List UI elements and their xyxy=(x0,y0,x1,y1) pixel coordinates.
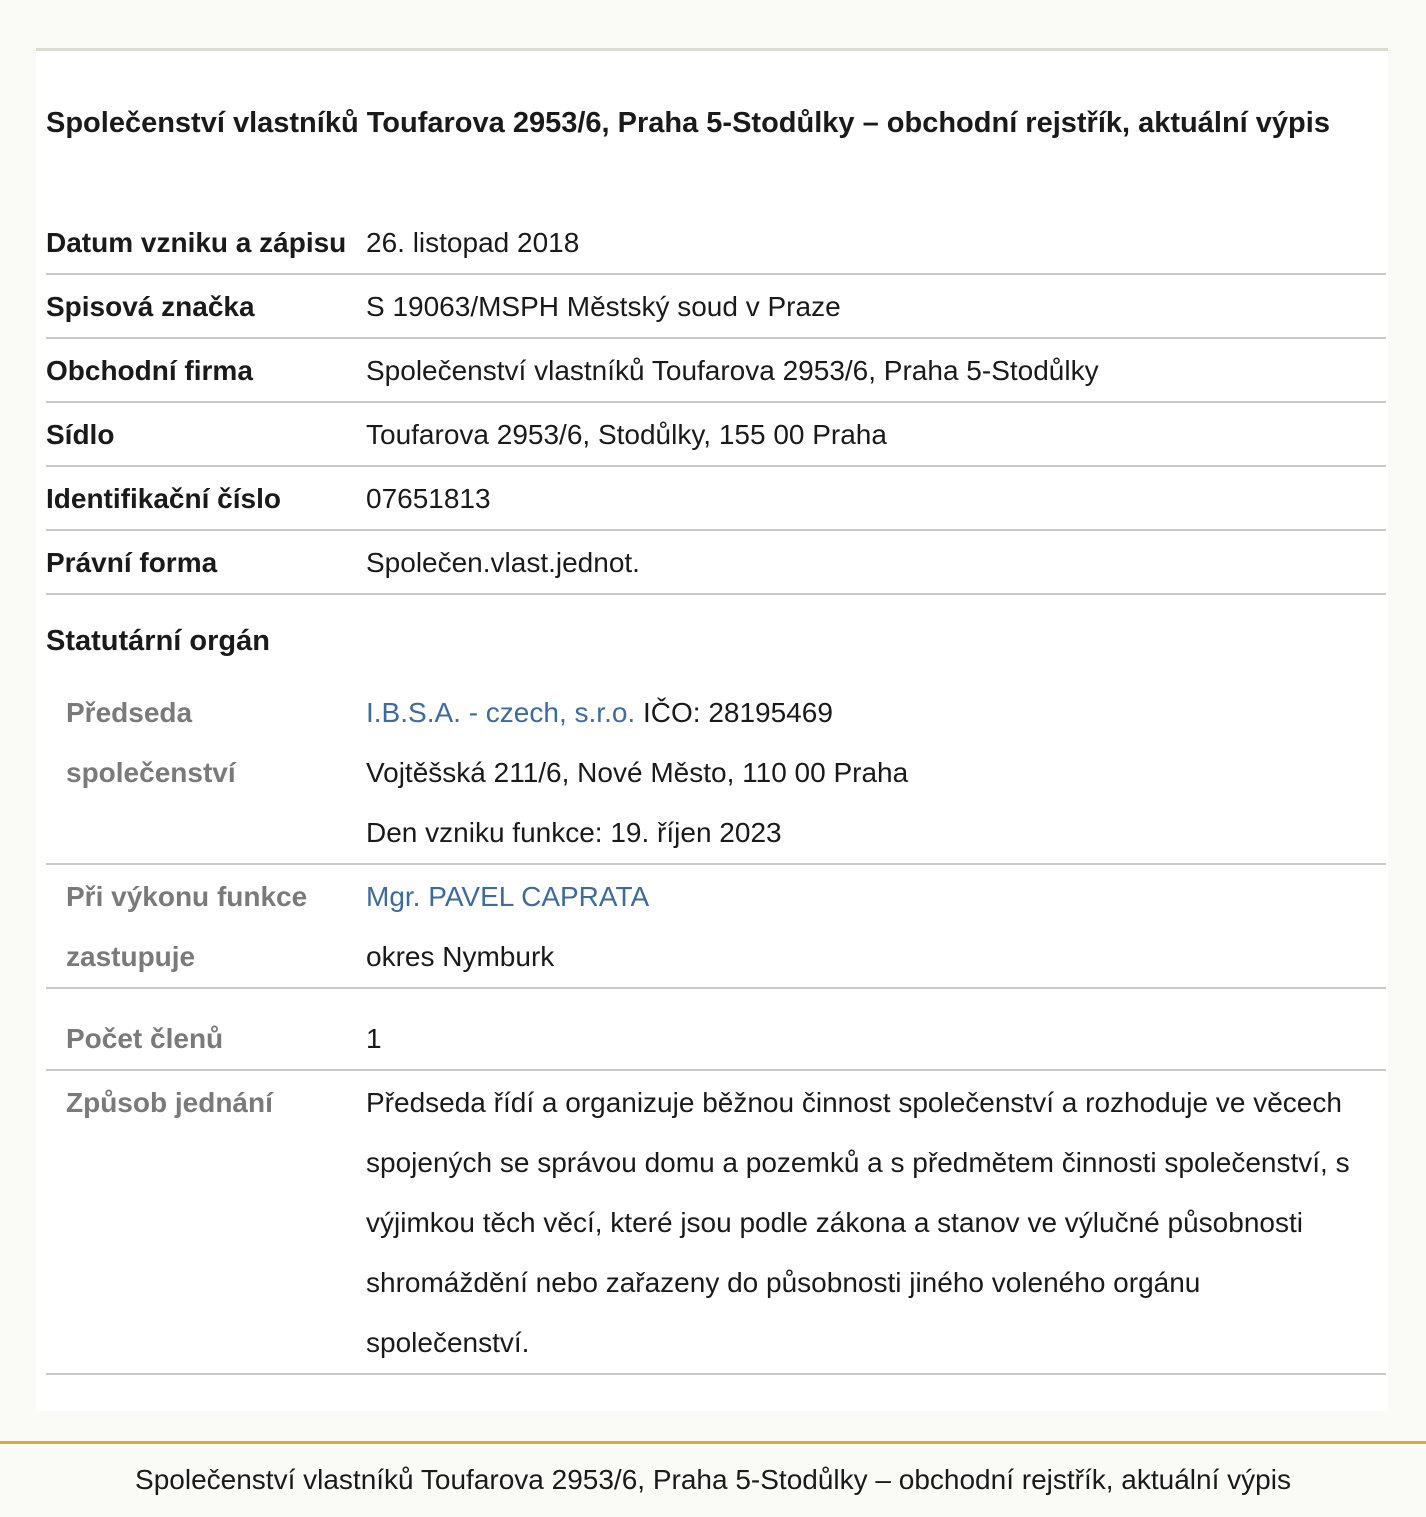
row-zastupuje xyxy=(46,865,1386,989)
section-heading-statutory: Statutární orgán xyxy=(46,625,270,657)
row-label: Právní forma xyxy=(46,547,218,578)
company-link[interactable]: I.B.S.A. - czech, s.r.o. xyxy=(366,697,636,728)
row-value xyxy=(366,683,1386,863)
row-label: Identifikační číslo xyxy=(46,483,281,514)
footer-title: Společenství vlastníků Toufarova 2953/6, Praha 5-Stodůlky – obchodní rejstřík, aktuální výpis xyxy=(0,1441,1426,1517)
row-label: Datum vzniku a zápisu xyxy=(46,227,347,258)
row-value: Předseda řídí a organizuje běžnou činnost společenství a rozhoduje ve věcech spojených se správou domu a pozemků a s předmětem činnosti společenství, s výjimkou těch věcí, které jsou podle zákona a stanov ve výlučné působnosti shromáždění nebo zařazeny do působnosti jiného voleného orgánu společenství. xyxy=(366,1087,1350,1358)
company-ico: IČO: 28195469 xyxy=(642,697,833,728)
row-predseda xyxy=(46,681,1386,865)
row-value: Společen.vlast.jednot. xyxy=(366,547,640,578)
row-label: Při výkonu funkce zastupuje xyxy=(66,881,308,972)
function-start-date: Den vzniku funkce: 19. říjen 2023 xyxy=(366,817,782,848)
page-title: Společenství vlastníků Toufarova 2953/6, Praha 5-Stodůlky – obchodní rejstřík, aktuální výpis xyxy=(46,107,1330,139)
row-value: Toufarova 2953/6, Stodůlky, 155 00 Praha xyxy=(366,419,887,450)
row-value: Společenství vlastníků Toufarova 2953/6, Praha 5-Stodůlky xyxy=(366,355,1099,386)
register-table xyxy=(46,211,1386,1375)
company-address: Vojtěšská 211/6, Nové Město, 110 00 Praha xyxy=(366,757,909,788)
row-label: Obchodní firma xyxy=(46,355,253,386)
row-label: Počet členů xyxy=(66,1023,224,1054)
row-ico xyxy=(46,467,1386,531)
row-pravni-forma xyxy=(46,531,1386,595)
row-spisova-znacka xyxy=(46,275,1386,339)
row-datum-vzniku xyxy=(46,211,1386,275)
row-value: 1 xyxy=(366,1023,382,1054)
row-label: Spisová značka xyxy=(46,291,255,322)
row-label: Předseda společenství xyxy=(66,697,236,788)
row-value: S 19063/MSPH Městský soud v Praze xyxy=(366,291,841,322)
row-zpusob-jednani xyxy=(46,1071,1386,1375)
row-label: Sídlo xyxy=(46,419,115,450)
register-card xyxy=(36,48,1388,1411)
row-label: Způsob jednání xyxy=(66,1087,273,1118)
row-value: 07651813 xyxy=(366,483,491,514)
row-sidlo xyxy=(46,403,1386,467)
row-obchodni-firma xyxy=(46,339,1386,403)
row-value: 26. listopad 2018 xyxy=(366,227,580,258)
person-link[interactable]: Mgr. PAVEL CAPRATA xyxy=(366,881,650,912)
row-value xyxy=(366,867,1386,987)
person-district: okres Nymburk xyxy=(366,941,555,972)
predseda-company-line xyxy=(366,683,1356,743)
row-pocet-clenu xyxy=(46,989,1386,1071)
